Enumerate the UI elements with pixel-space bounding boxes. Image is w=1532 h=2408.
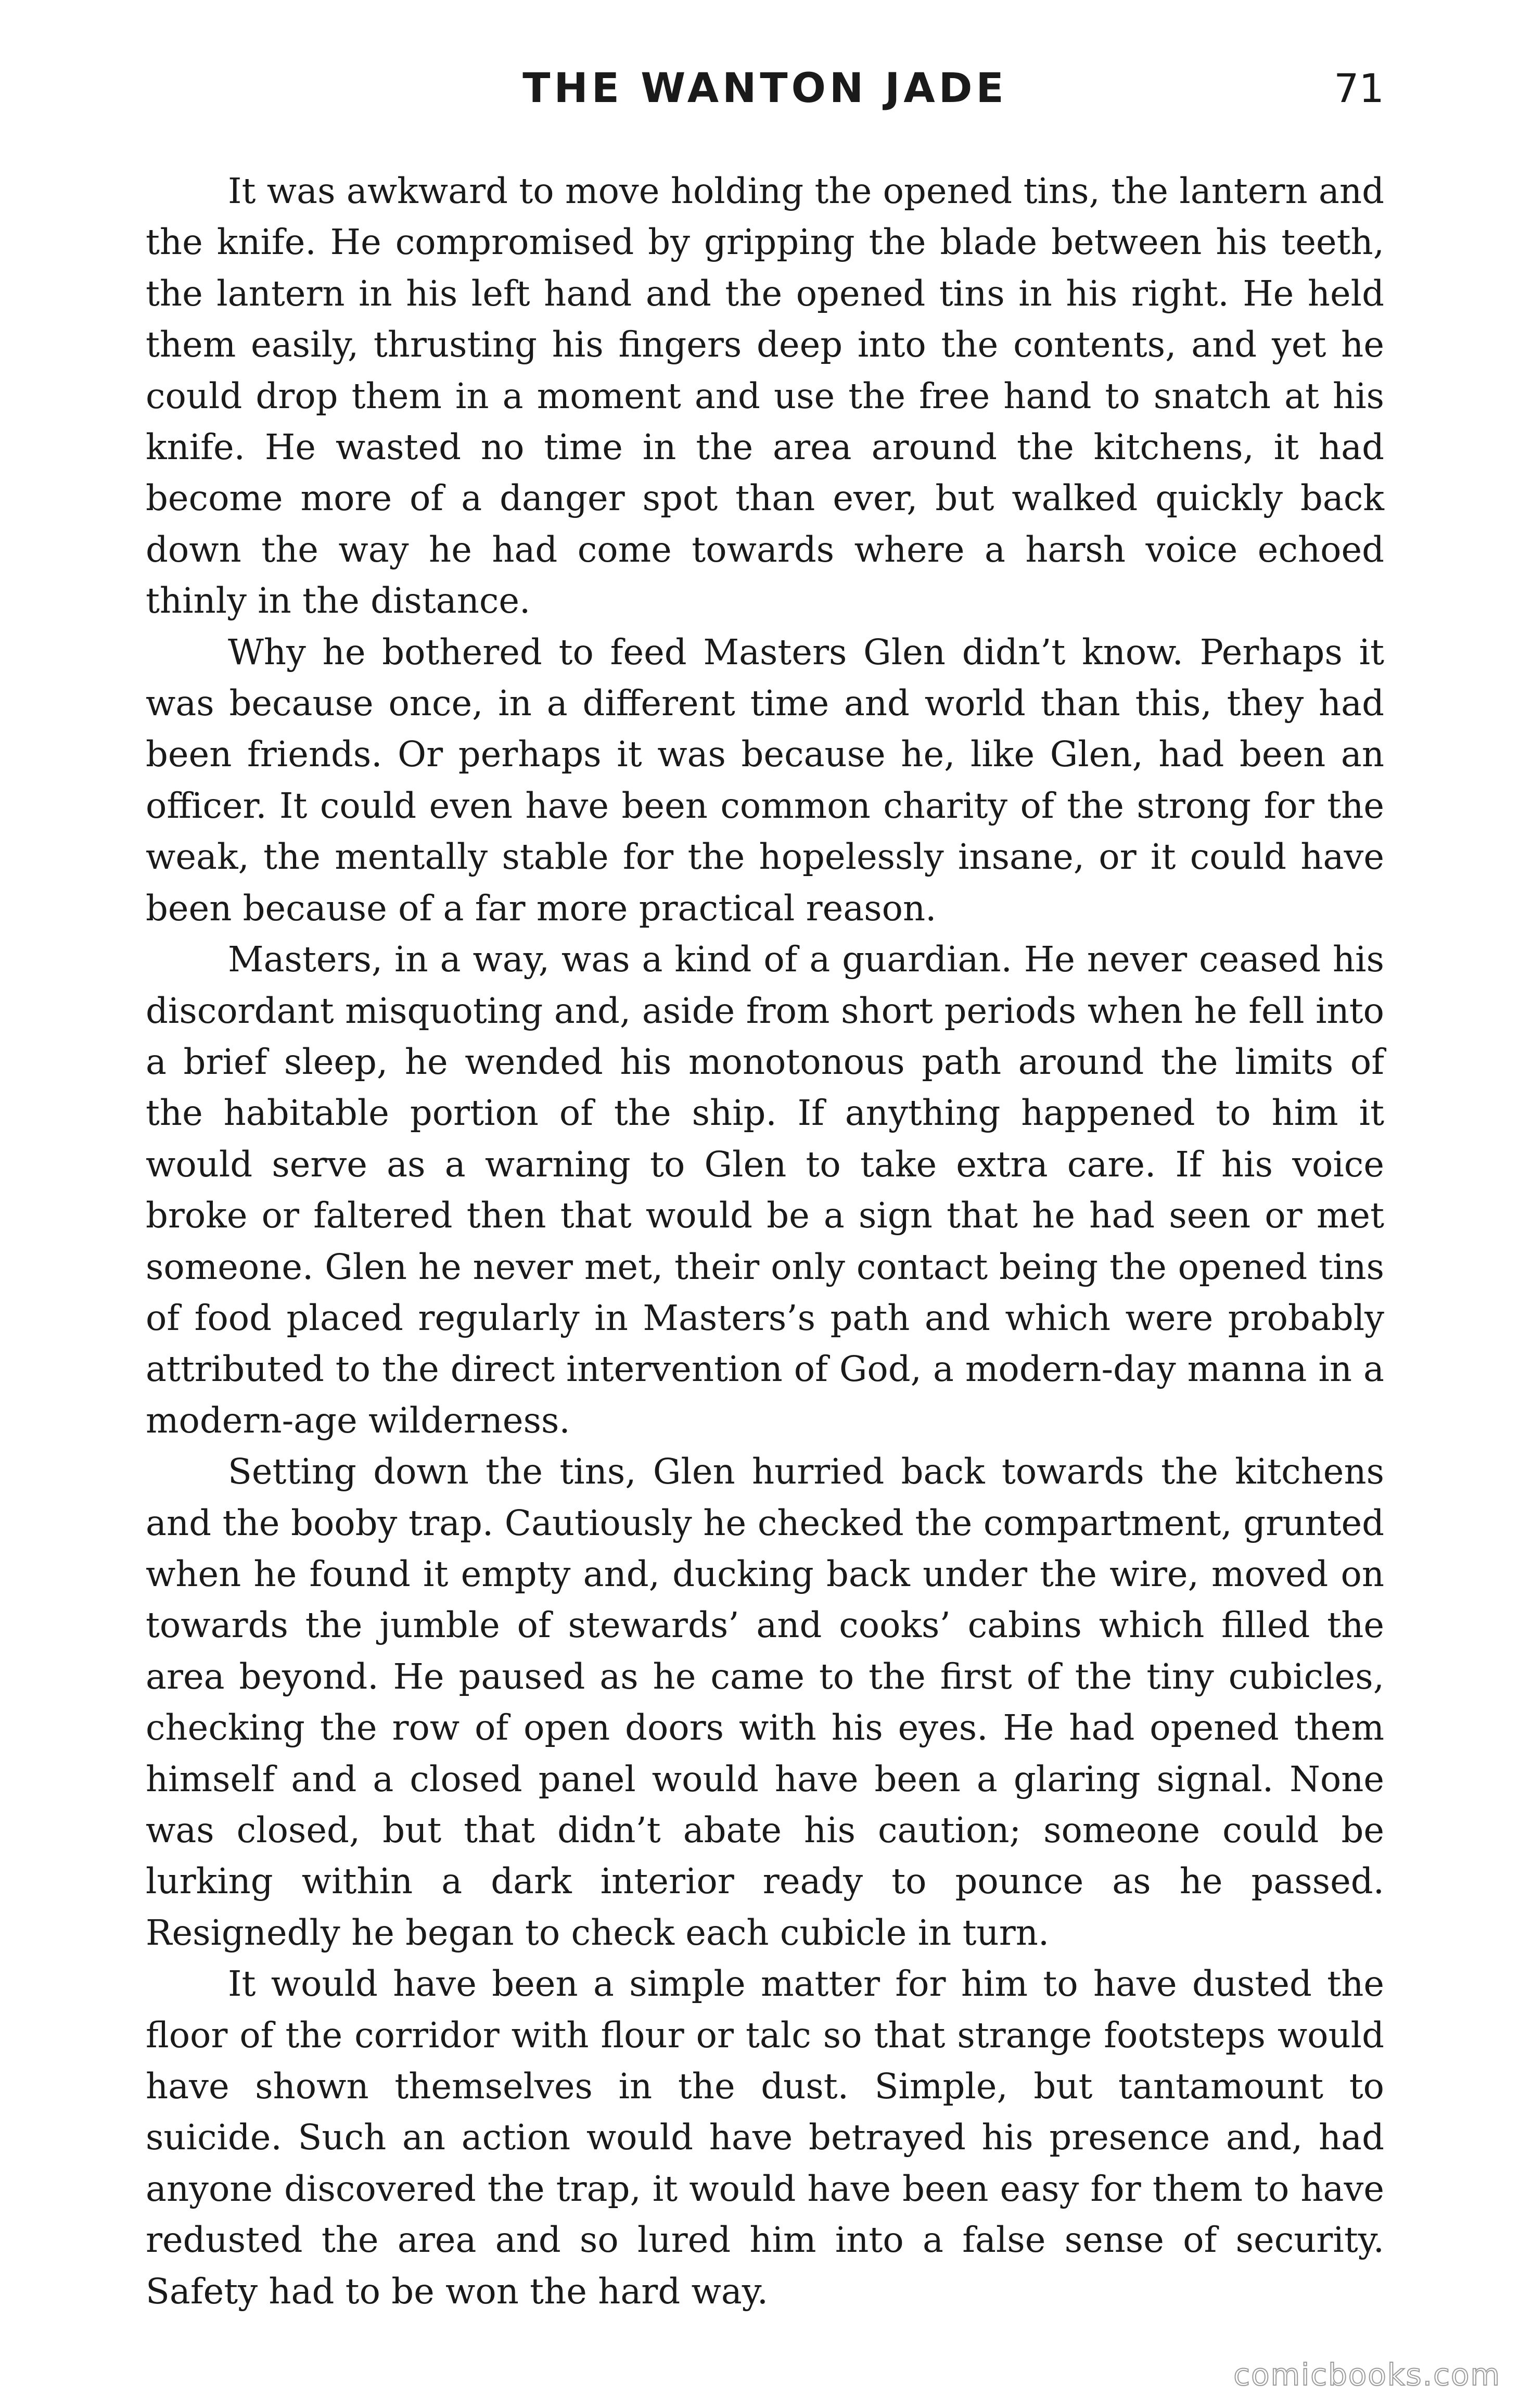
body-text: [146, 166, 1384, 2317]
paragraph-3: Masters, in a way, was a kind of a guardian. He never ceased his discordant misquoting and, aside from short periods when he fell into a brief sleep, he wended his monotonous path around the limits of the habitable portion of the ship. If anything happened to him it would serve as a warning to Glen to take extra care. If his voice broke or faltered then that would be a sign that he had seen or met someone. Glen he never met, their only contact being the opened tins of food placed regularly in Masters’s path and which were probably attributed to the direct intervention of God, a modern-day manna in a modern-age wilderness.: [146, 939, 1384, 1441]
running-title: THE WANTON JADE: [522, 65, 1007, 112]
paragraph-1: It was awkward to move holding the opened tins, the lantern and the knife. He compromised by gripping the blade between his teeth, the lantern in his left hand and the opened tins in his right. He held them easily, thrusting his fingers deep into the contents, and yet he could drop them in a moment and use the free hand to snatch at his knife. He wasted no time in the area around the kitchens, it had become more of a danger spot than ever, but walked quickly back down the way he had come towards where a harsh voice echoed thinly in the distance.: [146, 171, 1384, 622]
paragraph-5: It would have been a simple matter for him to have dusted the floor of the corridor with flour or talc so that strange footsteps would have shown themselves in the dust. Simple, but tantamount to suicide. Such an action would have betrayed his presence and, had anyone discovered the trap, it would have been easy for them to have redusted the area and so lured him into a false sense of security. Safety had to be won the hard way.: [146, 1963, 1384, 2312]
paragraph-2: Why he bothered to feed Masters Glen didn’t know. Perhaps it was because once, in a different time and world than this, they had been friends. Or perhaps it was because he, like Glen, had been an officer. It could even have been common charity of the strong for the weak, the mentally stable for the hopelessly insane, or it could have been because of a far more practical reason.: [146, 631, 1384, 929]
watermark: comicbooks.com: [1233, 2357, 1501, 2392]
running-head: [146, 60, 1384, 117]
paragraph-4: Setting down the tins, Glen hurried back towards the kitchens and the booby trap. Cautiously he checked the compartment, grunted when he found it empty and, ducking back under the wire, moved on towards the jumble of stewards’ and cooks’ cabins which filled the area beyond. He paused as he came to the first of the tiny cubicles, checking the row of open doors with his eyes. He had opened them himself and a closed panel would have been a glaring signal. None was closed, but that didn’t abate his caution; someone could be lurking within a dark interior ready to pounce as he passed. Resignedly he began to check each cubicle in turn.: [146, 1451, 1384, 1953]
page-number: 71: [1334, 65, 1384, 111]
